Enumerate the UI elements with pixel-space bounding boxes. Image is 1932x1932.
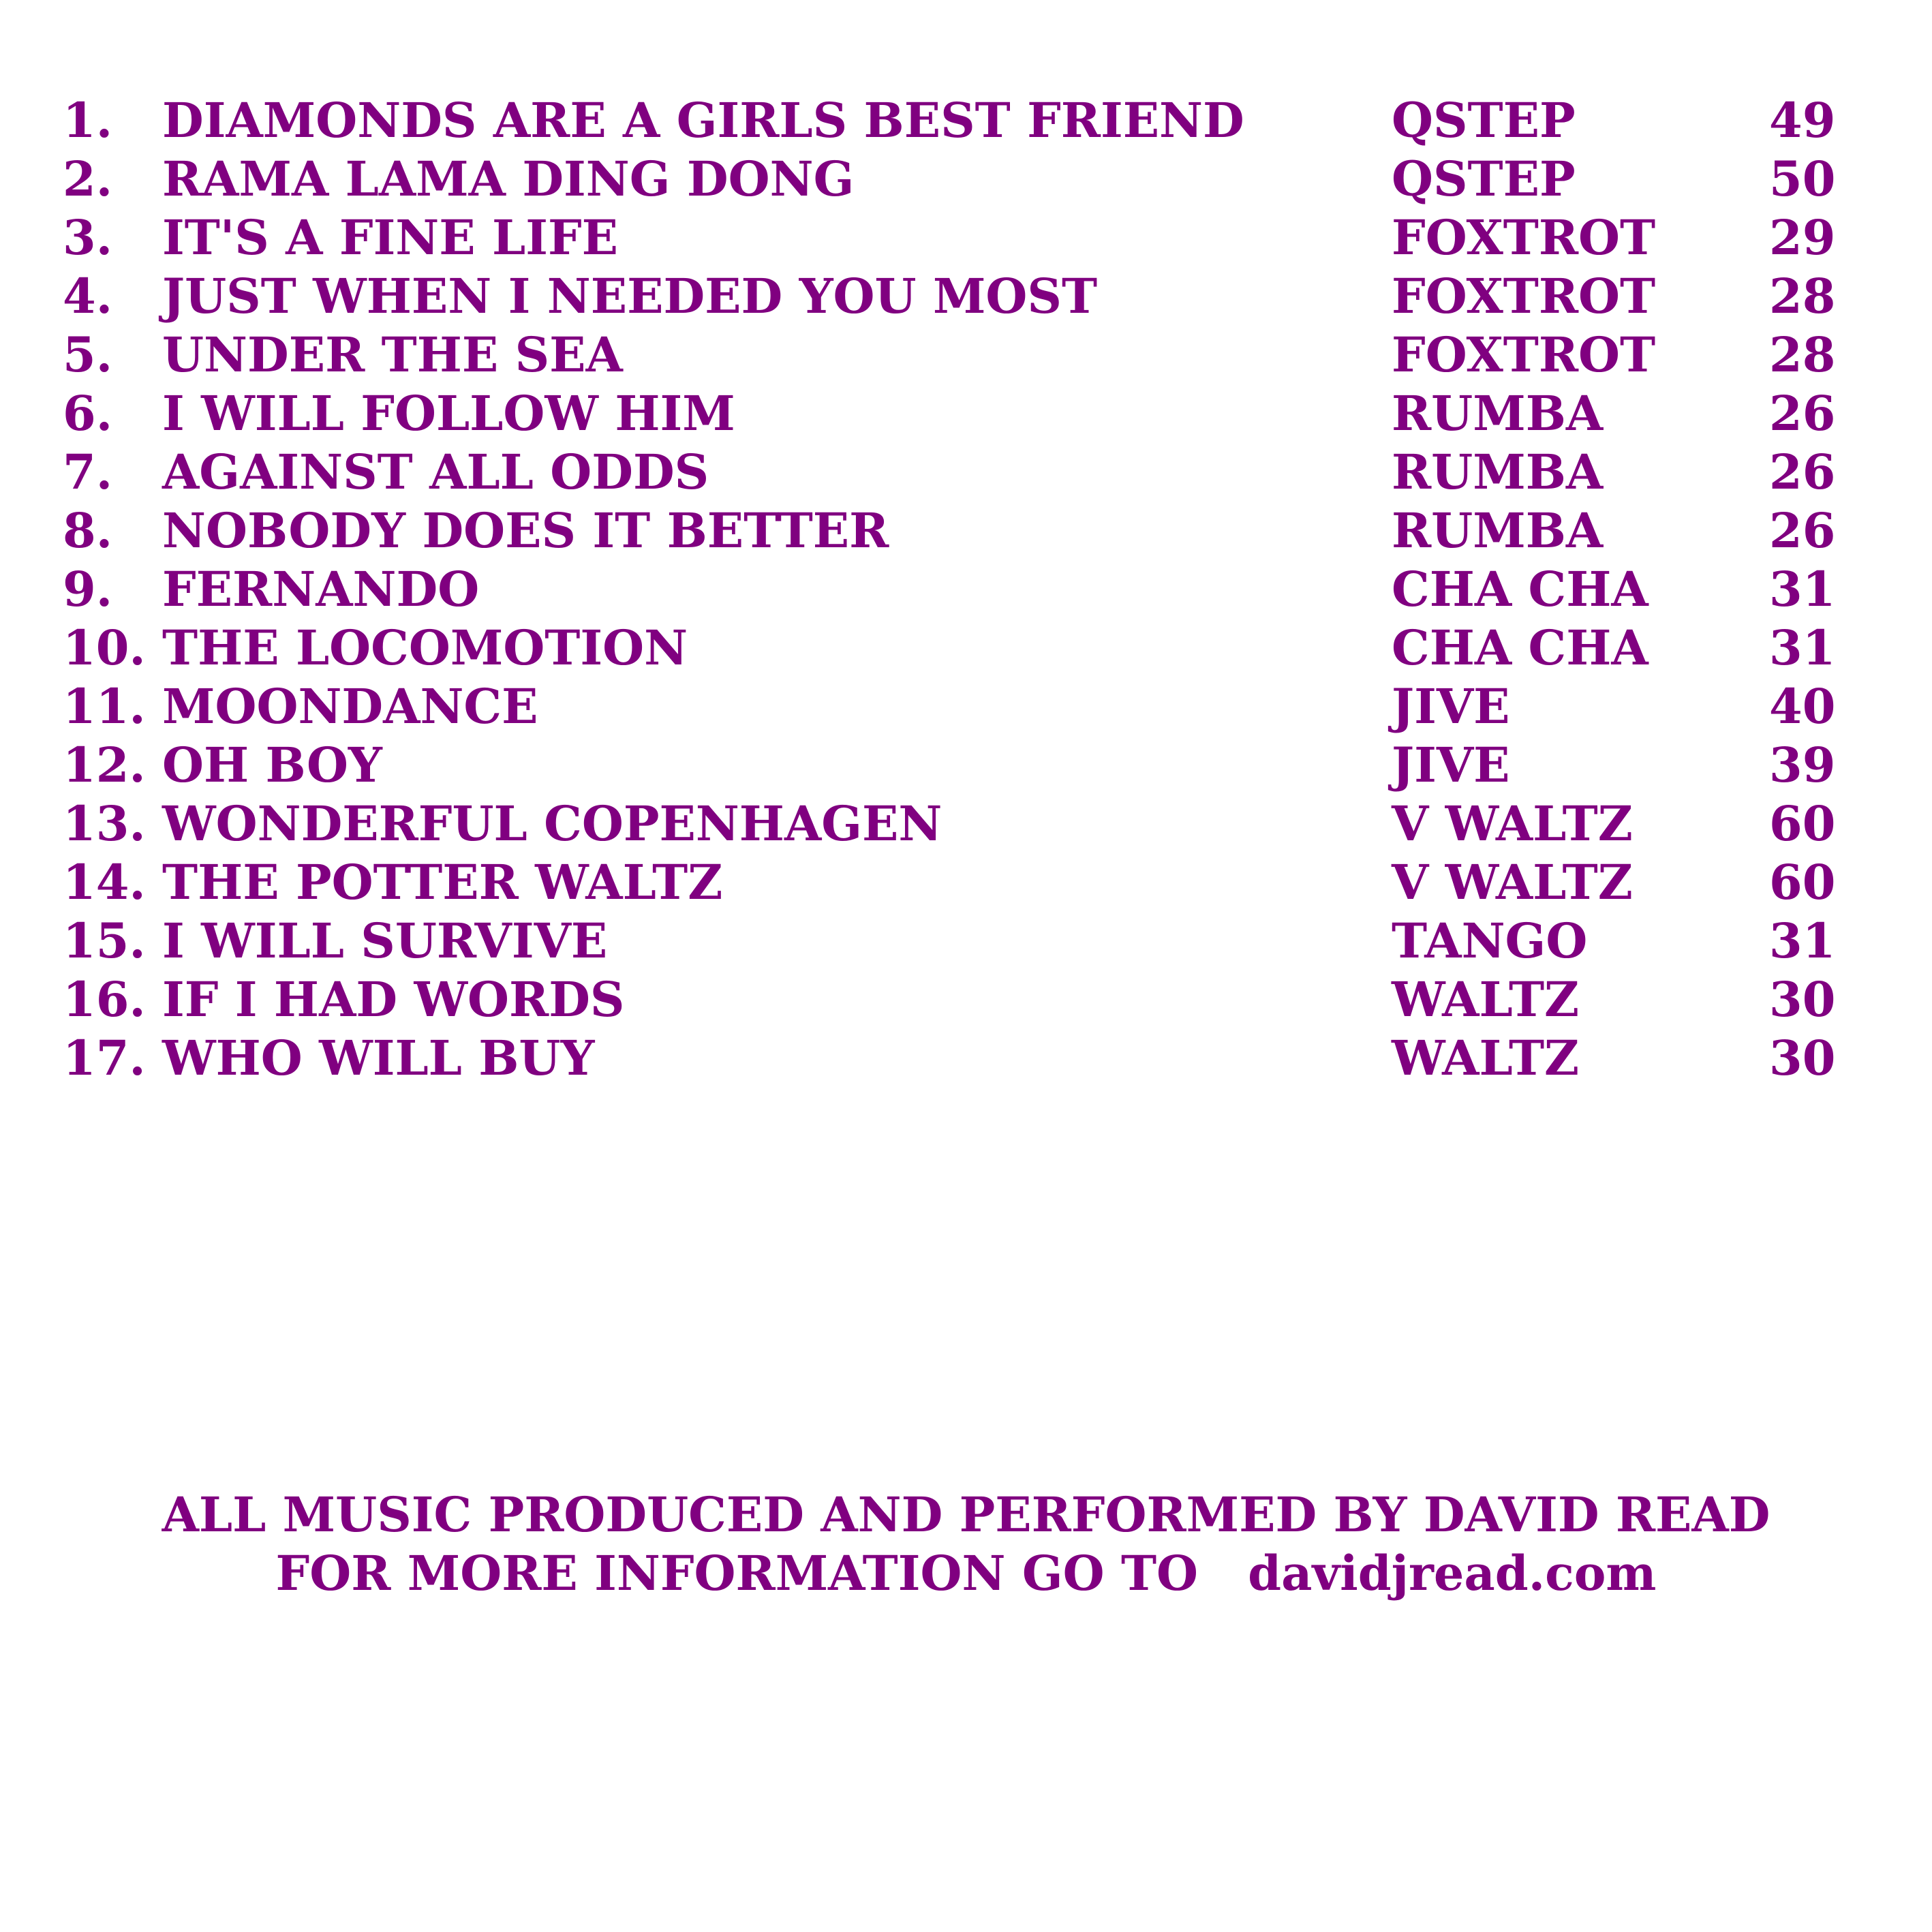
- track-number: 4.: [63, 268, 113, 324]
- track-tempo: 31: [1769, 913, 1836, 969]
- track-row: [63, 795, 1862, 853]
- track-row: [63, 502, 1862, 560]
- track-number: 6.: [63, 385, 113, 442]
- track-title: I WILL FOLLOW HIM: [162, 385, 735, 442]
- track-dance: FOXTROT: [1392, 268, 1656, 324]
- track-row: [63, 560, 1862, 619]
- track-dance: JIVE: [1392, 737, 1510, 793]
- track-title: THE LOCOMOTION: [162, 619, 688, 676]
- info-line: FOR MORE INFORMATION GO TO davidjread.com: [275, 1545, 1657, 1601]
- track-title: FERNANDO: [162, 561, 480, 617]
- track-tempo: 31: [1769, 561, 1836, 617]
- track-title: DIAMONDS ARE A GIRLS BEST FRIEND: [162, 92, 1244, 149]
- track-number: 16.: [63, 971, 146, 1028]
- track-title: OH BOY: [162, 737, 382, 793]
- track-title: WHO WILL BUY: [162, 1030, 595, 1086]
- track-number: 14.: [63, 854, 146, 910]
- track-number: 7.: [63, 444, 113, 500]
- track-tempo: 28: [1769, 268, 1836, 324]
- track-row: [63, 912, 1862, 970]
- track-title: MOONDANCE: [162, 678, 538, 735]
- track-title: UNDER THE SEA: [162, 326, 623, 383]
- track-dance: QSTEP: [1392, 92, 1576, 149]
- track-row: [63, 736, 1862, 795]
- track-dance: RUMBA: [1392, 502, 1604, 559]
- track-dance: FOXTROT: [1392, 209, 1656, 266]
- track-row: [63, 326, 1862, 384]
- track-row: [63, 443, 1862, 502]
- track-tempo: 60: [1769, 854, 1836, 910]
- track-title: JUST WHEN I NEEDED YOU MOST: [162, 268, 1098, 324]
- track-number: 3.: [63, 209, 113, 266]
- track-number: 11.: [63, 678, 146, 735]
- track-list: [63, 91, 1862, 1088]
- track-title: RAMA LAMA DING DONG: [162, 151, 855, 207]
- track-row: [63, 677, 1862, 736]
- track-row: [63, 970, 1862, 1029]
- track-tempo: 26: [1769, 444, 1836, 500]
- track-dance: QSTEP: [1392, 151, 1576, 207]
- track-row: [63, 209, 1862, 267]
- track-number: 10.: [63, 619, 146, 676]
- track-tempo: 40: [1769, 678, 1836, 735]
- track-tempo: 30: [1769, 971, 1836, 1028]
- track-tempo: 31: [1769, 619, 1836, 676]
- track-dance: CHA CHA: [1392, 561, 1649, 617]
- footer: [0, 1486, 1932, 1603]
- track-tempo: 29: [1769, 209, 1836, 266]
- track-title: WONDERFUL COPENHAGEN: [162, 795, 942, 852]
- track-title: IT'S A FINE LIFE: [162, 209, 619, 266]
- track-dance: JIVE: [1392, 678, 1510, 735]
- track-dance: WALTZ: [1392, 971, 1580, 1028]
- track-number: 9.: [63, 561, 113, 617]
- track-tempo: 39: [1769, 737, 1836, 793]
- track-dance: CHA CHA: [1392, 619, 1649, 676]
- track-row: [63, 267, 1862, 326]
- track-number: 2.: [63, 151, 113, 207]
- track-tempo: 49: [1769, 92, 1836, 149]
- track-number: 5.: [63, 326, 113, 383]
- track-dance: RUMBA: [1392, 385, 1604, 442]
- track-title: IF I HAD WORDS: [162, 971, 625, 1028]
- track-row: [63, 619, 1862, 677]
- track-tempo: 28: [1769, 326, 1836, 383]
- credit-line: ALL MUSIC PRODUCED AND PERFORMED BY DAVID READ: [162, 1486, 1770, 1543]
- track-tempo: 60: [1769, 795, 1836, 852]
- track-dance: WALTZ: [1392, 1030, 1580, 1086]
- track-tempo: 26: [1769, 502, 1836, 559]
- track-number: 1.: [63, 92, 113, 149]
- track-tempo: 50: [1769, 151, 1836, 207]
- track-title: I WILL SURVIVE: [162, 913, 608, 969]
- track-dance: V WALTZ: [1392, 795, 1633, 852]
- track-number: 12.: [63, 737, 146, 793]
- track-number: 17.: [63, 1030, 146, 1086]
- track-dance: V WALTZ: [1392, 854, 1633, 910]
- track-row: [63, 150, 1862, 209]
- track-row: [63, 384, 1862, 443]
- track-number: 15.: [63, 913, 146, 969]
- track-tempo: 30: [1769, 1030, 1836, 1086]
- track-title: THE POTTER WALTZ: [162, 854, 723, 910]
- track-title: AGAINST ALL ODDS: [162, 444, 709, 500]
- track-number: 13.: [63, 795, 146, 852]
- track-title: NOBODY DOES IT BETTER: [162, 502, 889, 559]
- track-row: [63, 1029, 1862, 1088]
- track-dance: FOXTROT: [1392, 326, 1656, 383]
- track-dance: RUMBA: [1392, 444, 1604, 500]
- track-dance: TANGO: [1392, 913, 1588, 969]
- track-row: [63, 91, 1862, 150]
- track-row: [63, 853, 1862, 912]
- track-number: 8.: [63, 502, 113, 559]
- track-tempo: 26: [1769, 385, 1836, 442]
